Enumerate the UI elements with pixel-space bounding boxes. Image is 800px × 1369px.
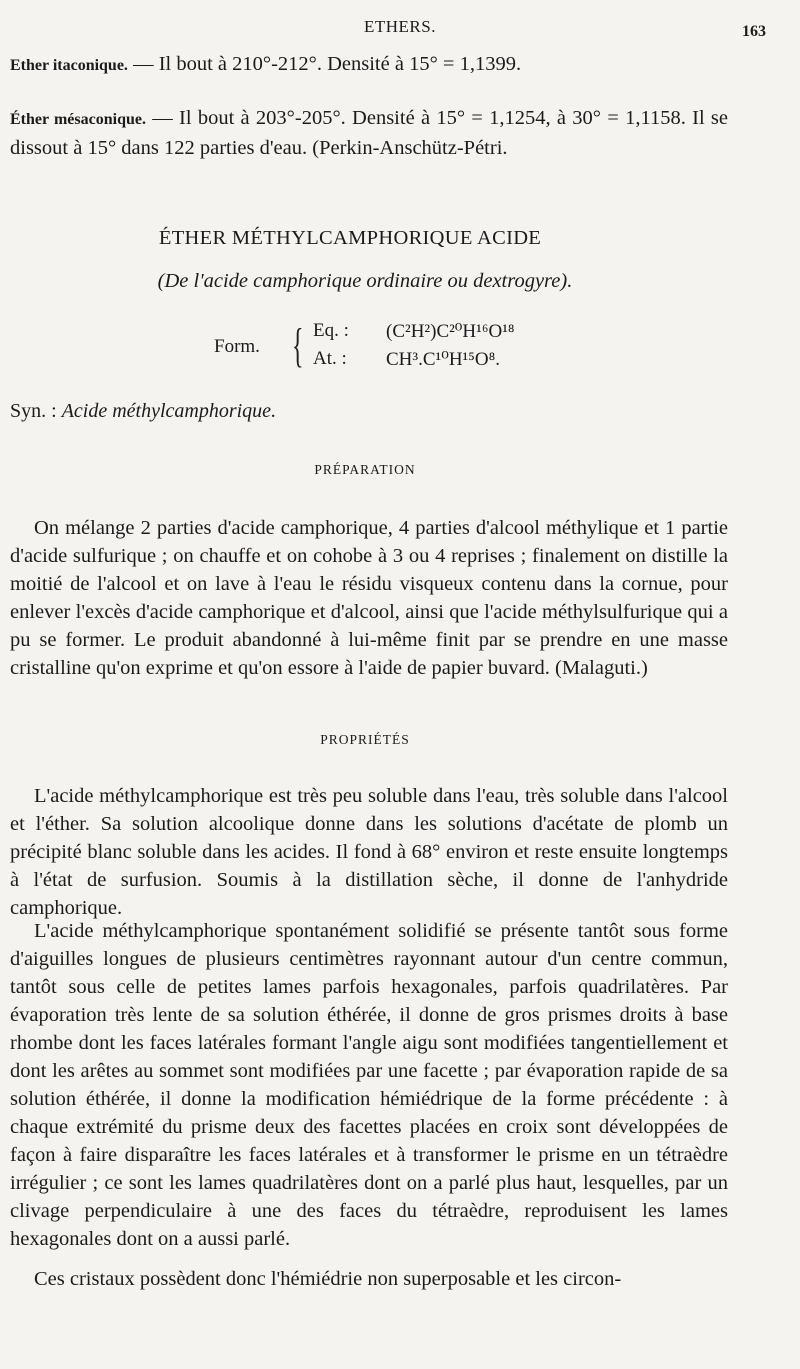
properties-paragraph-1: L'acide méthylcamphorique est très peu soluble dans l'eau, très soluble dans l'alcool et l'éther. Sa solution alcoolique donne dans les solutions d'acétate de plomb un précipité blanc soluble dans les acides. Il fond à 68° environ et reste ensuite longtemps à l'état de surfusion. Soumis à la distillation sèche, il donne de l'anhydride camphorique. [10, 785, 728, 919]
properties-paragraph-2: L'acide méthylcamphorique spontanément solidifié se présente tantôt sous forme d'aiguilles longues de plusieurs centimètres rayonnant autour d'un centre commun, tantôt sous celle de petites lames parfois hexagonales, parfois quadrilatères. Par évaporation très lente de sa solution éthérée, il donne de gros prismes droits à base rhombe dont les faces latérales formant l'angle aigu sont modifiées tangentiellement et dont les arêtes au sommet sont modifiées par une facette ; par évaporation rapide de sa solution éthérée, il donne la modification hémiédrique de la forme précédente : à chaque extrémité du prisme deux des facettes placées en croix sont développées de façon à faire disparaître les faces latérales et à transformer le prisme en un tétraèdre irrégulier ; ce sont les lames quadrilatères dont on a parlé plus haut, lesquelles, par un clivage perpendiculaire à une des faces du tétraèdre, reproduisent les lames hexagonales dont on a aussi parlé. [10, 920, 728, 1250]
article-subtitle: (De l'acide camphorique ordinaire ou dextrogyre). [157, 270, 573, 292]
page-number: 163 [742, 23, 766, 40]
preparation-paragraph: On mélange 2 parties d'acide camphorique, 4 parties d'alcool méthylique et 1 partie d'acide sulfurique ; on chauffe et on cohobe à 3 ou 4 reprises ; finalement on distille la moitié de l'alcool et on lave à l'eau le résidu visqueux contenu dans la cornue, pour enlever l'excès d'acide camphorique et d'alcool, ainsi que l'acide méthylsulfurique qui a pu se former. Le produit abandonné à lui-même finit par se prendre en une masse cristalline qu'on exprime et qu'on essore à l'aide de papier buvard. (Malaguti.) [10, 517, 728, 679]
formula-at-row [313, 348, 500, 370]
formula-at-label: At. : [313, 348, 347, 369]
entry-mesaconique-text: — Il bout à 203°-205°. Densité à 15° = 1,1254, à 30° = 1,1158. Il se dissout à 15° dans 122 parties d'eau. (Perkin-Anschütz-Pétri. [10, 107, 728, 159]
synonym-label: Syn. : [10, 400, 62, 422]
running-title: ETHERS. [364, 17, 436, 36]
properties-paragraph-3: Ces cristaux possèdent donc l'hémiédrie non superposable et les circon- [34, 1268, 622, 1290]
properties-heading: PROPRIÉTÉS [320, 732, 410, 747]
formula-eq-value: (C²H²)C²⁰H¹⁶O¹⁸ [386, 321, 515, 342]
entry-mesaconique-name: Éther mésaconique. [10, 111, 146, 128]
entry-itaconique-name: Ether itaconique. [10, 57, 128, 74]
formula-eq-label: Eq. : [313, 320, 349, 341]
entry-mesaconique [10, 104, 728, 162]
entry-itaconique-text: — Il bout à 210°-212°. Densité à 15° = 1,1399. [127, 53, 522, 75]
synonym-value: Acide méthylcamphorique. [61, 400, 277, 422]
preparation-heading: PRÉPARATION [314, 462, 416, 477]
formula-label: Form. [214, 336, 260, 357]
synonym-line [10, 400, 276, 423]
formula-eq-row [313, 320, 515, 342]
entry-itaconique [10, 50, 728, 80]
formula-brace: { [292, 319, 304, 372]
formula-at-value: CH³.C¹⁰H¹⁵O⁸. [386, 349, 500, 370]
article-title: ÉTHER MÉTHYLCAMPHORIQUE ACIDE [158, 227, 542, 249]
